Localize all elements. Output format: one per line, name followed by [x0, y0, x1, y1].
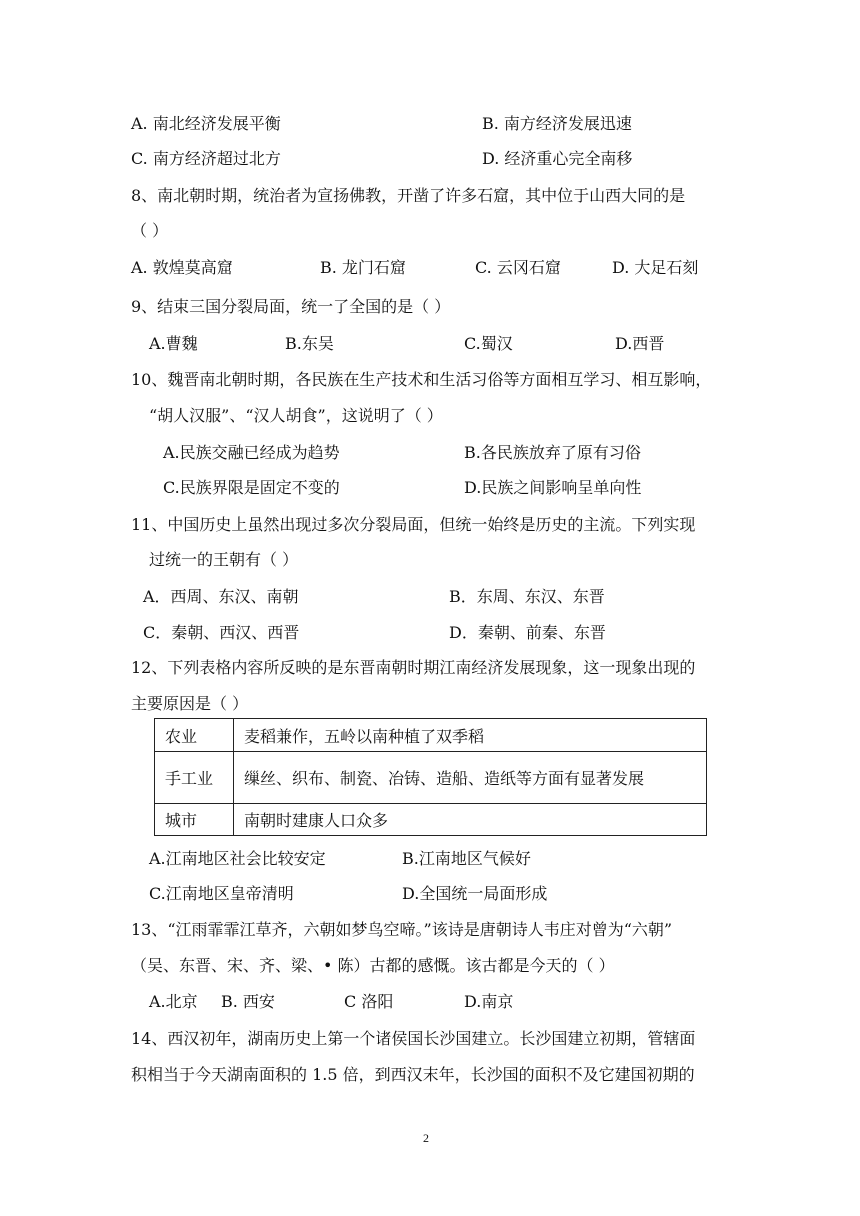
q10-option-c: C.民族界限是固定不变的: [163, 478, 340, 497]
q13-option-d: D.南京: [464, 992, 514, 1011]
table-row: [155, 719, 707, 752]
q8-option-d: D. 大足石刻: [612, 258, 699, 277]
table-cell-category: 农业: [155, 719, 234, 752]
table-row: [155, 752, 707, 804]
q14-stem-line2: 积相当于今天湖南面积的 1.5 倍，到西汉末年，长沙国的面积不及它建国初期的: [131, 1065, 695, 1084]
q7-option-a: A. 南北经济发展平衡: [131, 114, 281, 133]
table-cell-content: 南朝时建康人口众多: [234, 804, 707, 836]
page-number: 2: [423, 1131, 429, 1145]
q10-option-d: D.民族之间影响呈单向性: [464, 478, 642, 497]
table-row: [155, 804, 707, 836]
q9-option-a: A.曹魏: [149, 334, 198, 353]
q8-option-a: A. 敦煌莫高窟: [131, 258, 233, 277]
q13-option-b: B. 西安: [221, 992, 275, 1011]
q12-option-d: D.全国统一局面形成: [402, 884, 548, 903]
q10-option-a: A.民族交融已经成为趋势: [163, 443, 340, 462]
q11-option-a: A．西周、东汉、南朝: [143, 587, 299, 606]
q13-option-c: C 洛阳: [344, 992, 394, 1011]
q13-stem-line2: （吴、东晋、宋、齐、梁、• 陈）古都的感慨。该古都是今天的（ ）: [131, 956, 615, 975]
table-cell-category: 手工业: [155, 752, 234, 804]
q11-option-d: D．秦朝、前秦、东晋: [449, 623, 606, 642]
q12-economy-table: [154, 718, 707, 836]
table-cell-content: 麦稻兼作，五岭以南种植了双季稻: [234, 719, 707, 752]
q8-option-c: C. 云冈石窟: [475, 258, 561, 277]
q10-stem-line2: “胡人汉服”、“汉人胡食”，这说明了（ ）: [149, 406, 443, 425]
q14-stem-line1: 14、西汉初年，湖南历史上第一个诸侯国长沙国建立。长沙国建立初期，管辖面: [131, 1029, 696, 1048]
table-cell-category: 城市: [155, 804, 234, 836]
q12-option-c: C.江南地区皇帝清明: [149, 884, 294, 903]
q7-option-d: D. 经济重心完全南移: [482, 149, 633, 168]
q13-option-a: A.北京: [149, 992, 198, 1011]
q8-option-b: B. 龙门石窟: [320, 258, 406, 277]
q12-option-a: A.江南地区社会比较安定: [149, 849, 326, 868]
q11-option-c: C．秦朝、西汉、西晋: [143, 623, 300, 642]
q12-stem-line2: 主要原因是（ ）: [131, 694, 249, 713]
q9-option-d: D.西晋: [615, 334, 665, 353]
q8-stem-line2: （ ）: [131, 221, 169, 240]
q12-stem-line1: 12、下列表格内容所反映的是东晋南朝时期江南经济发展现象，这一现象出现的: [131, 658, 696, 677]
q9-option-b: B.东吴: [285, 334, 334, 353]
q11-option-b: B．东周、东汉、东晋: [449, 587, 605, 606]
q9-stem: 9、结束三国分裂局面，统一了全国的是（ ）: [131, 297, 451, 316]
table-cell-content: 缫丝、织布、制瓷、冶铸、造船、造纸等方面有显著发展: [234, 752, 707, 804]
q7-option-c: C. 南方经济超过北方: [131, 149, 281, 168]
q13-stem-line1: 13、“江雨霏霏江草齐，六朝如梦鸟空啼。”该诗是唐朝诗人韦庄对曾为“六朝”: [131, 920, 673, 939]
q9-option-c: C.蜀汉: [464, 334, 513, 353]
q11-stem-line2: 过统一的王朝有（ ）: [149, 550, 299, 569]
q10-stem-line1: 10、魏晋南北朝时期，各民族在生产技术和生活习俗等方面相互学习、相互影响，: [131, 370, 712, 389]
q12-option-b: B.江南地区气候好: [402, 849, 531, 868]
q8-stem-line1: 8、南北朝时期，统治者为宣扬佛教，开凿了许多石窟，其中位于山西大同的是: [131, 186, 686, 205]
q11-stem-line1: 11、中国历史上虽然出现过多次分裂局面，但统一始终是历史的主流。下列实现: [131, 515, 696, 534]
q10-option-b: B.各民族放弃了原有习俗: [464, 443, 641, 462]
q7-option-b: B. 南方经济发展迅速: [482, 114, 632, 133]
